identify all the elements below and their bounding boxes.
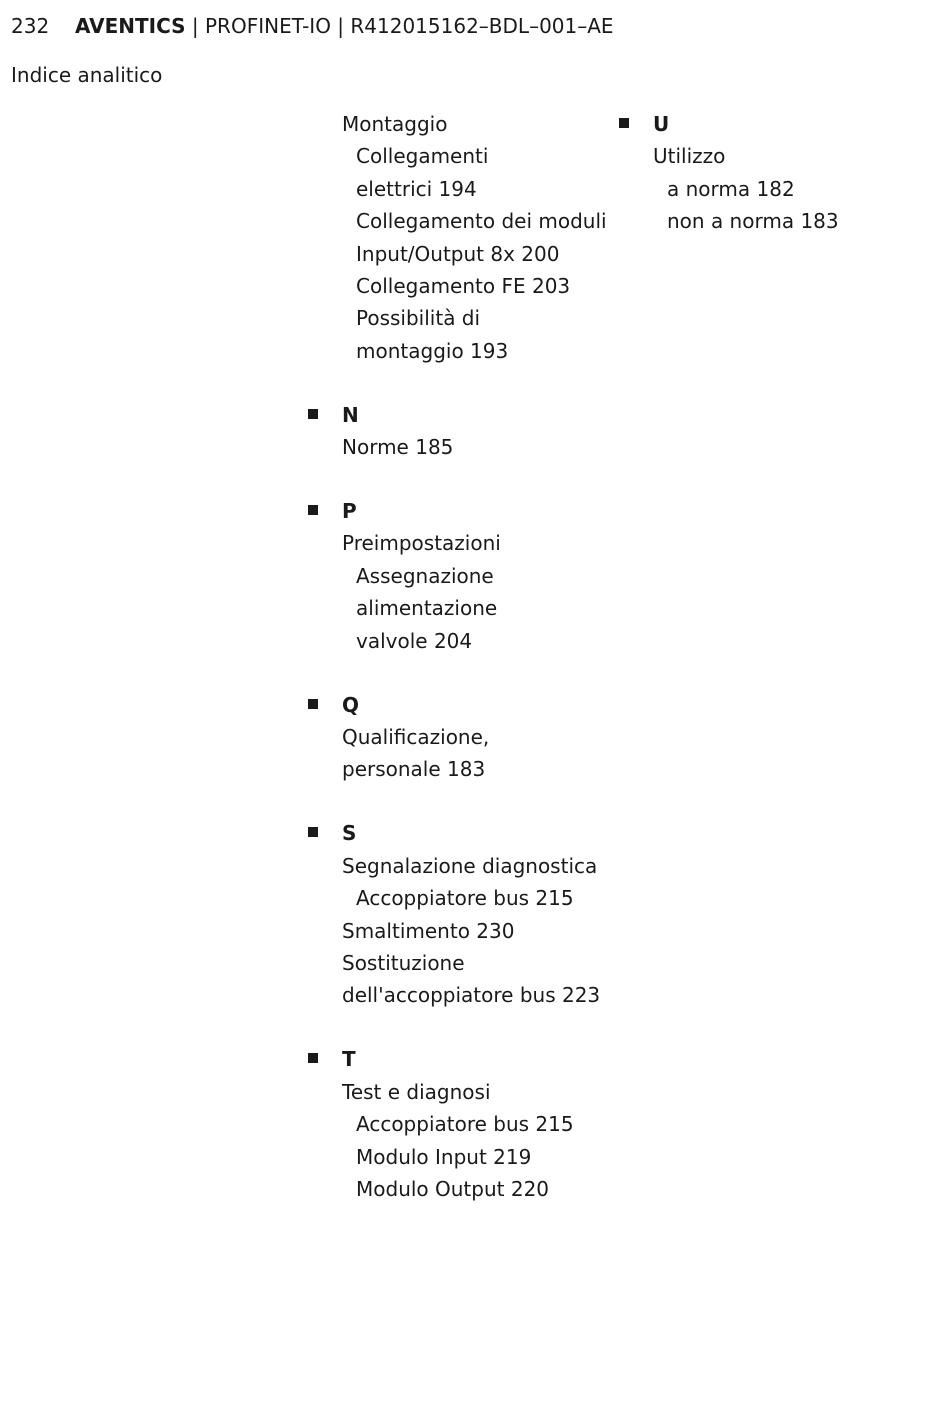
index-entry: dell'accoppiatore bus 223 bbox=[342, 983, 601, 1008]
index-subentry: non a norma 183 bbox=[667, 209, 839, 234]
index-entry: Preimpostazioni bbox=[342, 531, 501, 556]
brand-name: AVENTICS bbox=[75, 14, 186, 38]
section-title: Indice analitico bbox=[11, 63, 163, 87]
index-group-p bbox=[342, 495, 612, 657]
index-entry: Qualificazione, bbox=[342, 725, 490, 750]
index-subentry: Input/Output 8x 200 bbox=[356, 241, 560, 266]
index-subentry: Collegamento FE 203 bbox=[356, 273, 571, 298]
square-bullet-icon bbox=[619, 118, 629, 128]
index-entry: Norme 185 bbox=[342, 435, 454, 460]
index-subentry: Accoppiatore bus 215 bbox=[356, 1112, 574, 1137]
index-subentry: Accoppiatore bus 215 bbox=[356, 886, 574, 911]
index-group-t bbox=[342, 1043, 612, 1205]
running-header bbox=[11, 12, 614, 40]
index-subentry: elettrici 194 bbox=[356, 176, 477, 201]
index-letter-heading: U bbox=[653, 108, 923, 140]
index-subentry: montaggio 193 bbox=[356, 338, 509, 363]
index-group-m bbox=[342, 108, 612, 367]
index-entry: Test e diagnosi bbox=[342, 1079, 491, 1104]
index-subentry: Possibilità di bbox=[356, 306, 481, 331]
page-number: 232 bbox=[11, 14, 50, 38]
index-subentry: alimentazione bbox=[356, 596, 498, 621]
index-subentry: Collegamento dei moduli bbox=[356, 209, 607, 234]
header-separator: | bbox=[330, 14, 351, 38]
index-group-s bbox=[342, 817, 612, 1011]
index-entry: personale 183 bbox=[342, 757, 486, 782]
index-group-u bbox=[653, 108, 923, 238]
index-letter-heading: S bbox=[342, 817, 612, 849]
index-letter-heading: P bbox=[342, 495, 612, 527]
index-letter-heading: Q bbox=[342, 689, 612, 721]
header-separator: | bbox=[185, 14, 205, 38]
index-subentry: valvole 204 bbox=[356, 628, 473, 653]
index-column-left bbox=[342, 108, 612, 1205]
product-name: PROFINET-IO bbox=[205, 14, 331, 38]
index-entry: Smaltimento 230 bbox=[342, 918, 515, 943]
square-bullet-icon bbox=[308, 505, 318, 515]
square-bullet-icon bbox=[308, 699, 318, 709]
index-entry: Montaggio bbox=[342, 112, 448, 136]
index-letter-heading: T bbox=[342, 1043, 612, 1075]
index-subentry: Assegnazione bbox=[356, 563, 494, 588]
index-group-q bbox=[342, 689, 612, 786]
index-subentry: Collegamenti bbox=[356, 144, 489, 169]
index-subentry: Modulo Input 219 bbox=[356, 1144, 532, 1169]
square-bullet-icon bbox=[308, 827, 318, 837]
index-subentry: a norma 182 bbox=[667, 176, 795, 201]
index-group-n bbox=[342, 399, 612, 464]
index-letter-heading: N bbox=[342, 399, 612, 431]
index-entry: Segnalazione diagnostica bbox=[342, 853, 598, 878]
index-subentry: Modulo Output 220 bbox=[356, 1176, 550, 1201]
index-entry: Sostituzione bbox=[342, 950, 465, 975]
square-bullet-icon bbox=[308, 409, 318, 419]
square-bullet-icon bbox=[308, 1053, 318, 1063]
index-column-right bbox=[653, 108, 923, 238]
document-code: R412015162–BDL–001–AE bbox=[350, 14, 614, 38]
index-entry: Utilizzo bbox=[653, 144, 726, 169]
